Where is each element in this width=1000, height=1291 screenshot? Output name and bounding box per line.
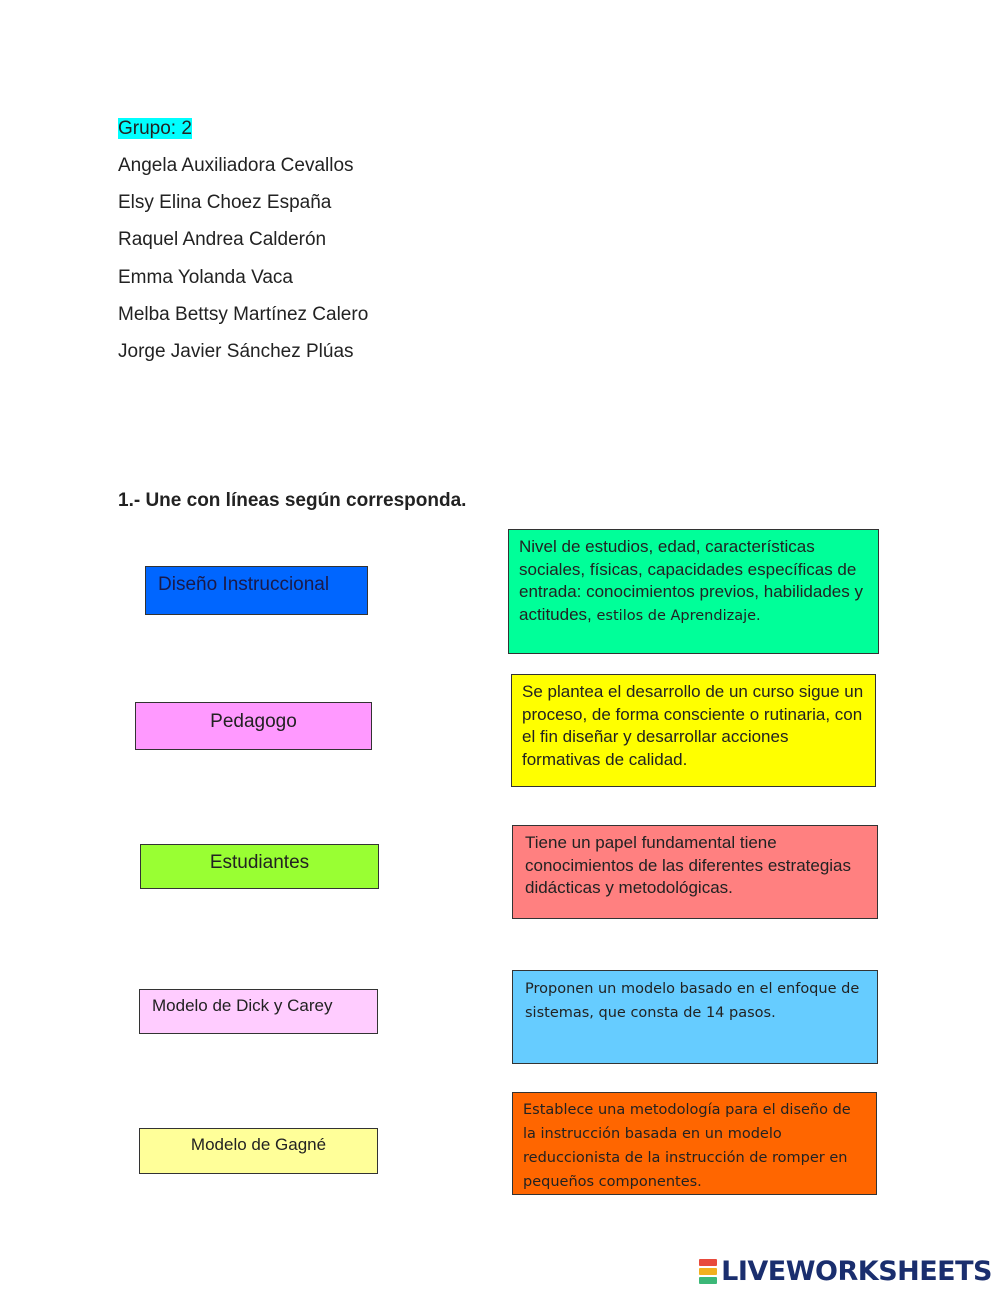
right-box-metodologia[interactable] [512,1092,877,1195]
left-box-label: Diseño Instruccional [158,574,330,595]
right-box-text: Establece una metodología para el diseño de la instrucción basada en un modelo reduccionista de la instrucción de romper en pequeños componentes. [523,1102,851,1190]
member-name: Raquel Andrea Calderón [118,229,327,250]
left-box-label: Pedagogo [210,711,297,732]
right-box-text: Se plantea el desarrollo de un curso sigue un proceso, de forma consciente o rutinaria, con el fin diseñar y desarrollar acciones formativas de calidad. [522,682,864,769]
right-box-sistemas[interactable] [512,970,878,1064]
left-box-estudiantes[interactable] [140,844,379,889]
left-box-label: Modelo de Dick y Carey [152,996,333,1015]
group-label: Grupo: 2 [118,118,192,139]
logo-text: LIVEWORKSHEETS [721,1255,992,1287]
right-box-text: Proponen un modelo basado en el enfoque de sistemas, que consta de 14 pasos. [525,981,860,1021]
left-box-dick-carey[interactable] [139,989,378,1034]
right-box-text: Nivel de estudios, edad, características sociales, físicas, capacidades específicas de entrada: conocimientos previos, habilidades y actitudes, [519,537,863,624]
right-box-papel[interactable] [512,825,878,919]
liveworksheets-logo [699,1254,992,1288]
right-box-text: Tiene un papel fundamental tiene conocimientos de las diferentes estrategias didácticas y metodológicas. [525,833,852,897]
logo-icon [699,1258,717,1285]
right-box-nivel[interactable] [508,529,879,654]
left-box-label: Estudiantes [209,852,310,873]
exercise-title: 1.- Une con líneas según corresponda. [118,490,467,511]
left-box-gagne[interactable] [139,1128,378,1174]
left-box-label: Modelo de Gagné [190,1135,327,1154]
member-name: Jorge Javier Sánchez Plúas [118,341,354,362]
left-box-diseno[interactable] [145,566,368,615]
member-name: Elsy Elina Choez España [118,192,332,213]
member-name: Emma Yolanda Vaca [118,267,293,288]
left-box-pedagogo[interactable] [135,702,372,750]
member-name: Melba Bettsy Martínez Calero [118,304,369,325]
right-box-curso[interactable] [511,674,876,787]
right-box-text-small: estilos de Aprendizaje. [596,607,761,624]
member-name: Angela Auxiliadora Cevallos [118,155,354,176]
